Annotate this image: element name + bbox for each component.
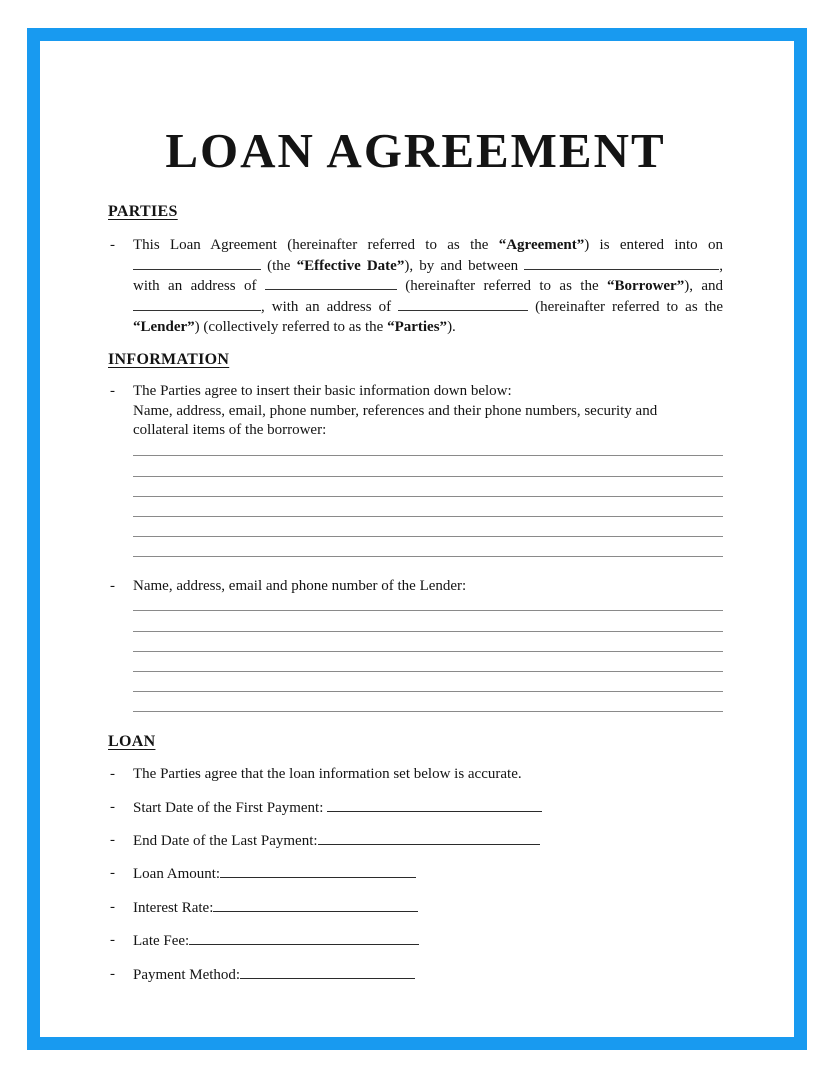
section-heading-loan: LOAN — [108, 733, 156, 751]
fill-in-blank — [398, 297, 528, 311]
loan-item-label-text: Late Fee: — [133, 933, 190, 950]
information-bullet-lender — [108, 577, 723, 597]
bullet-dash: - — [110, 865, 115, 882]
loan-item — [108, 798, 723, 819]
instruction-line: Name, address, email, phone number, references and their phone numbers, security and — [133, 402, 658, 419]
loan-item — [108, 831, 723, 852]
bullet-dash: - — [110, 932, 115, 949]
loan-item-label-text: Start Date of the First Payment: — [133, 799, 328, 816]
bullet-dash: - — [110, 766, 115, 783]
body-text: (the — [261, 257, 297, 274]
loan-item-label-text: End Date of the Last Payment: — [133, 833, 318, 850]
writing-line — [133, 517, 723, 537]
writing-line — [133, 611, 723, 631]
fill-in-blank — [213, 898, 418, 912]
body-text: ), by and between — [404, 257, 525, 274]
body-text: (hereinafter referred to as the — [528, 299, 724, 316]
writing-line — [133, 672, 723, 692]
lender-info-instructions: Name, address, email and phone number of the Lender: — [133, 578, 467, 595]
loan-item-label — [133, 831, 723, 852]
loan-intro-text: The Parties agree that the loan information set below is accurate. — [133, 766, 522, 783]
document-title: LOAN AGREEMENT — [165, 123, 666, 178]
writing-line — [133, 692, 723, 712]
instruction-line: collateral items of the borrower: — [133, 422, 327, 439]
body-text: ), and — [684, 278, 724, 295]
fill-in-blank — [133, 297, 261, 311]
parties-paragraph-line — [133, 297, 723, 318]
instruction-line: The Parties agree to insert their basic information down below: — [133, 382, 512, 399]
loan-item-label-text: Loan Amount: — [133, 866, 221, 883]
body-text: with an address of — [133, 278, 265, 295]
loan-item — [108, 898, 723, 919]
parties-paragraph-line — [133, 236, 723, 256]
parties-paragraph-line — [133, 318, 723, 338]
writing-line — [133, 477, 723, 497]
bullet-dash: - — [110, 578, 115, 595]
bullet-dash: - — [110, 798, 115, 815]
loan-item — [108, 931, 723, 952]
borrower-info-instructions — [133, 382, 723, 441]
writing-line — [133, 456, 723, 476]
fill-in-blank — [220, 864, 416, 878]
borrower-info-writing-lines — [133, 436, 723, 557]
bullet-dash: - — [110, 965, 115, 982]
document-body — [108, 40, 723, 985]
fill-in-blank — [189, 931, 419, 945]
defined-term: “Lender” — [133, 319, 195, 336]
bullet-dash: - — [110, 382, 115, 399]
body-text: ) (collectively referred to as the — [194, 319, 388, 336]
writing-line — [133, 632, 723, 652]
writing-line — [133, 497, 723, 517]
loan-item — [108, 864, 723, 885]
parties-bullet — [108, 236, 723, 338]
defined-term: “Agreement” — [498, 236, 585, 253]
body-text: , — [719, 257, 723, 274]
fill-in-blank — [327, 798, 542, 812]
loan-item-label — [133, 931, 723, 952]
loan-item — [108, 965, 723, 986]
section-heading-information: INFORMATION — [108, 350, 230, 368]
lender-info-writing-lines — [133, 591, 723, 712]
loan-item-label — [133, 965, 723, 986]
fill-in-blank — [524, 256, 719, 270]
loan-items — [108, 798, 723, 986]
information-bullet-borrower — [108, 382, 723, 441]
loan-item-label — [133, 798, 723, 819]
body-text: ) is entered into on — [584, 236, 723, 253]
section-heading-parties: PARTIES — [108, 202, 178, 220]
body-text: ). — [447, 319, 456, 336]
writing-line — [133, 652, 723, 672]
parties-paragraph-line — [133, 276, 723, 297]
body-text: , with an address of — [261, 299, 399, 316]
loan-item-label — [133, 898, 723, 919]
fill-in-blank — [318, 831, 540, 845]
defined-term: “Parties” — [387, 319, 448, 336]
loan-intro-bullet — [108, 765, 723, 785]
bullet-dash: - — [110, 898, 115, 915]
loan-item-label-text: Payment Method: — [133, 966, 241, 983]
defined-term: “Effective Date” — [296, 257, 405, 274]
bullet-dash: - — [110, 236, 115, 253]
fill-in-blank — [133, 256, 261, 270]
body-text: (hereinafter referred to as the — [396, 278, 608, 295]
loan-item-label — [133, 864, 723, 885]
loan-item-label-text: Interest Rate: — [133, 899, 214, 916]
fill-in-blank — [240, 965, 415, 979]
defined-term: “Borrower” — [607, 278, 685, 295]
parties-paragraph-line — [133, 256, 723, 277]
writing-line — [133, 537, 723, 557]
body-text: This Loan Agreement (hereinafter referred to as the — [133, 236, 499, 253]
fill-in-blank — [265, 276, 397, 290]
parties-paragraph — [133, 236, 723, 338]
bullet-dash: - — [110, 832, 115, 849]
